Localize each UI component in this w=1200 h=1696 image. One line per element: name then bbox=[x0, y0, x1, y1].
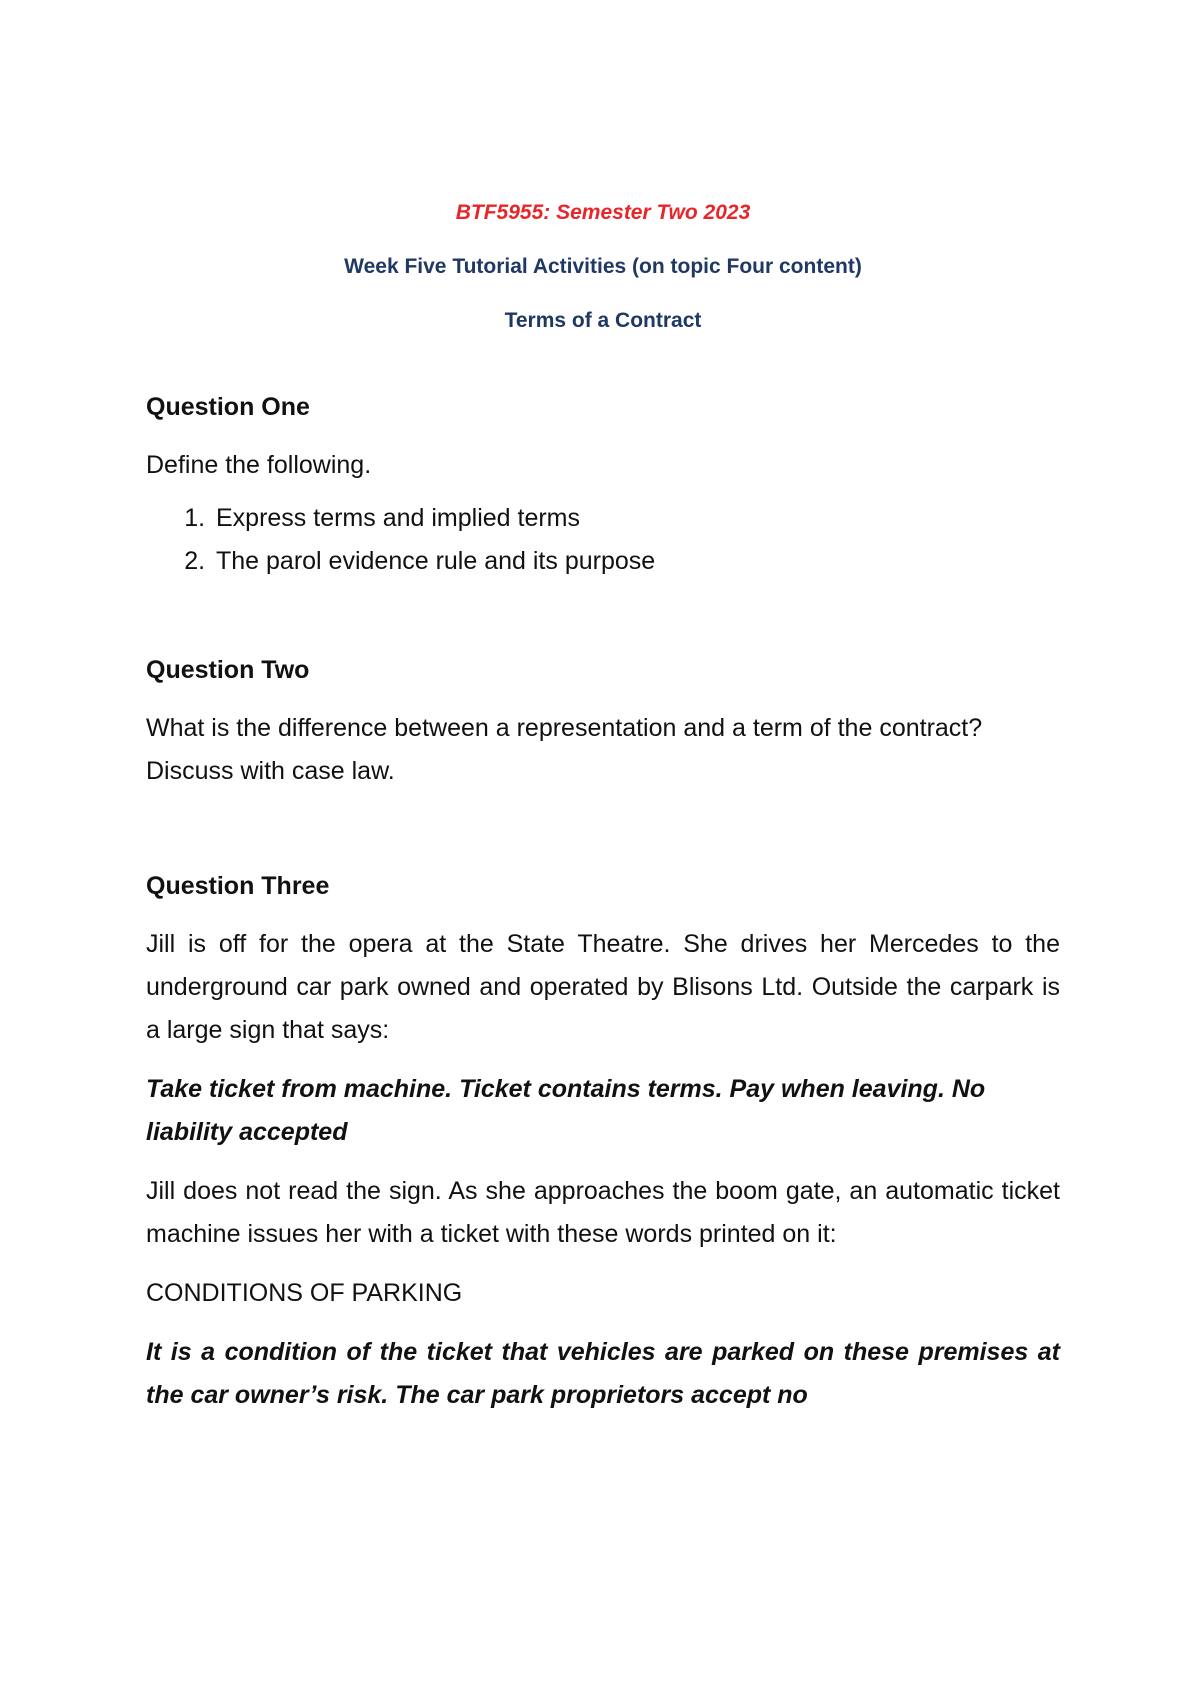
question-one-heading: Question One bbox=[146, 393, 310, 421]
question-three-paragraph-1: Jill is off for the opera at the State Theatre. She drives her Mercedes to the underground car park owned and operated by Blisons Ltd. Outside the carpark is a large sign that says: bbox=[146, 930, 1060, 1044]
spacer bbox=[146, 809, 1060, 869]
question-two-body: What is the difference between a representation and a term of the contract? Discuss with case law. bbox=[146, 714, 983, 785]
question-two-section bbox=[146, 653, 1060, 793]
document-page bbox=[146, 198, 1060, 1433]
list-item: 1. Express terms and implied terms bbox=[212, 497, 1060, 540]
course-code-title: BTF5955: Semester Two 2023 bbox=[455, 201, 751, 224]
ticket-conditions-heading: CONDITIONS OF PARKING bbox=[146, 1279, 463, 1307]
question-one-section bbox=[146, 390, 1060, 583]
question-one-list bbox=[146, 497, 1060, 583]
week-title: Week Five Tutorial Activities (on topic Four content) bbox=[344, 255, 862, 278]
question-two-heading: Question Two bbox=[146, 656, 310, 684]
question-three-section bbox=[146, 869, 1060, 1417]
question-three-heading: Question Three bbox=[146, 872, 330, 900]
question-one-intro: Define the following. bbox=[146, 451, 372, 479]
ticket-conditions-text: It is a condition of the ticket that vehicles are parked on these premises at the car owner’s risk. The car park proprietors accept no bbox=[146, 1338, 1060, 1409]
carpark-sign-text: Take ticket from machine. Ticket contains terms. Pay when leaving. No liability accepted bbox=[146, 1075, 986, 1146]
topic-title: Terms of a Contract bbox=[504, 309, 702, 332]
spacer bbox=[146, 583, 1060, 653]
list-item: 2. The parol evidence rule and its purpose bbox=[212, 540, 1060, 583]
question-three-paragraph-2: Jill does not read the sign. As she approaches the boom gate, an automatic ticket machine issues her with a ticket with these words printed on it: bbox=[146, 1177, 1060, 1248]
